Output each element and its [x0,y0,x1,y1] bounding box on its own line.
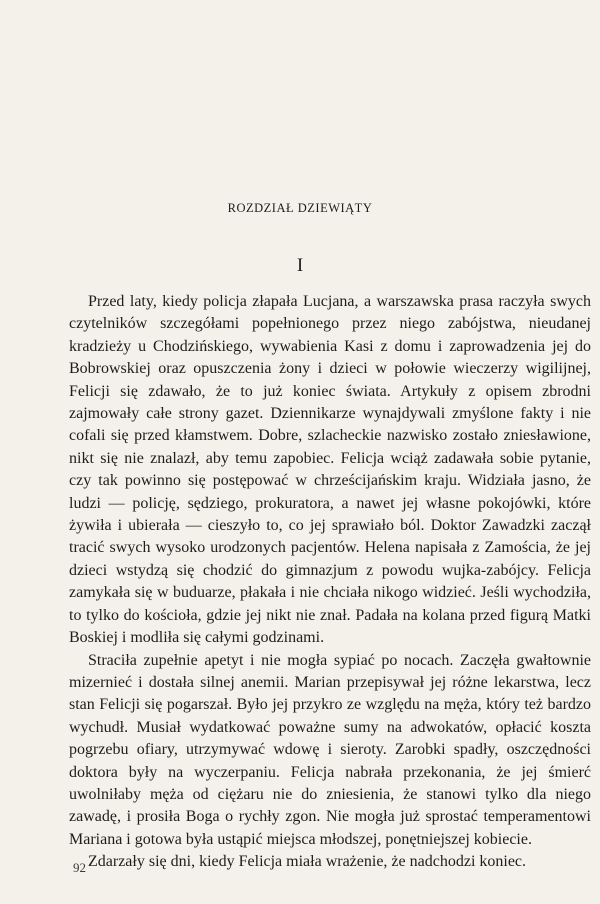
paragraph [69,291,591,650]
text-line: Felicji się zdawało, że to już koniec świata. Artykuły z opisem zbrodni [69,382,591,400]
text-line: cofali się przed kłamstwem. Dobre, szlacheckie nazwisko zostało zniesławione, [69,427,591,445]
text-line: Mariana i gotowa była ustąpić miejsca młodszej, ponętniejszej kobiecie. [69,830,532,848]
paragraph [69,650,591,852]
text-line: doktora były na wyczerpaniu. Felicja nabrała przekonania, że jej śmierć [69,763,591,781]
text-line: ludzi — policję, sędziego, prokuratora, a nawet jej własne pokojówki, które [69,494,591,512]
paragraph [69,851,591,873]
text-line: dzieci wstydzą się chodzić do gimnazjum z powodu wujka-zabójcy. Felicja [69,561,591,579]
text-line: Przed laty, kiedy policja złapała Lucjana, a warszawska prasa raczyła swych [88,293,591,310]
text-line: Bobrowskiej oraz opuszczenia żony i dzieci w połowie wieczerzy wigilijnej, [69,360,591,378]
text-line: zawadę, i prosiła Boga o rychły zgon. Nie mogła już sprostać temperamentowi [69,808,591,826]
text-line: uwolniłaby męża od ciężaru nie do zniesienia, że stanowi tylko dla niego [69,785,591,803]
chapter-title: ROZDZIAŁ DZIEWIĄTY [227,201,373,215]
text-line: wychudł. Musiał wydatkować poważne sumy na adwokatów, opłacić koszta [69,718,591,736]
text-line: nikt się nie znalazł, aby temu zapobiec. Felicja wciąż zadawała sobie pytanie, [69,449,591,467]
text-line: stan Felicji się pogarszał. Było jej przykro ze względu na męża, który też bardzo [69,696,591,714]
text-line: żywiła i ubierała — cieszyło to, co jej sprawiało ból. Doktor Zawadzki zaczął [69,517,591,535]
section-number: I [296,255,304,276]
text-line: pogrzebu ofiary, utrzymywać wdowę i sieroty. Zarobki spadły, oszczędności [69,741,591,759]
page-number: 92 [73,860,86,875]
text-line: to tylko do kościoła, gdzie jej nikt nie znał. Padała na kolana przed figurą Matki [69,606,591,624]
body-text [69,291,591,874]
text-line: czy tak powinno się postępować w chrześcijańskim kraju. Widziała jasno, że [69,472,591,490]
text-line: zamykała się w buduarze, płakała i nie chciała nikogo widzieć. Jeśli wychodziła, [69,584,591,602]
text-line: zajmowały całe strony gazet. Dziennikarze wynajdywali zmyślone fakty i nie [69,405,591,423]
text-line: Boskiej i modliła się całymi godzinami. [69,629,325,647]
text-line: czytelników szczegółami popełnionego przez niego zabójstwa, nieudanej [69,315,591,333]
text-line: kradzieży u Chodzińskiego, wywabienia Kasi z domu i zaprowadzenia jej do [69,337,591,355]
text-line: Zdarzały się dni, kiedy Felicja miała wrażenie, że nadchodzi koniec. [88,853,527,871]
text-line: mizernieć i dostała silnej anemii. Marian przepisywał jej różne lekarstwa, lecz [69,673,591,691]
text-line: Straciła zupełnie apetyt i nie mogła sypiać po nocach. Zaczęła gwałtownie [88,651,591,669]
text-line: tracić swych wysoko urodzonych pacjentów. Helena napisała z Zamościa, że jej [69,539,591,557]
